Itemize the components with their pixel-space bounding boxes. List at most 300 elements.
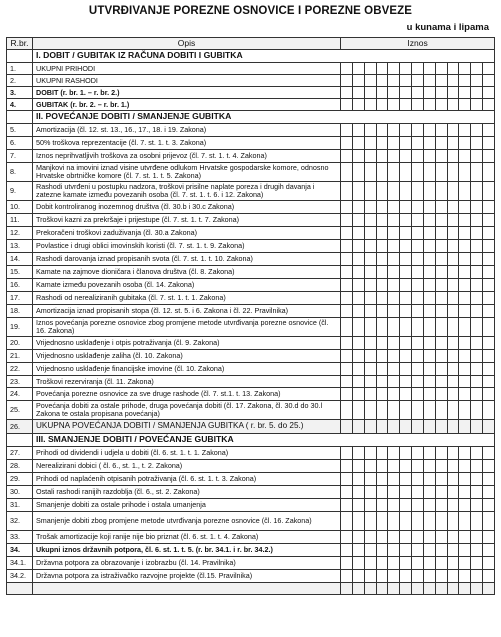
amount-digit-cell[interactable]: [447, 240, 459, 253]
amount-digit-cell[interactable]: [376, 420, 388, 434]
amount-digit-cell[interactable]: [388, 337, 400, 350]
amount-digit-cell[interactable]: [412, 499, 424, 512]
amount-digit-cell[interactable]: [388, 150, 400, 163]
amount-digit-cell[interactable]: [388, 460, 400, 473]
amount-digit-cell[interactable]: [352, 363, 364, 376]
amount-digit-cell[interactable]: [376, 318, 388, 337]
amount-digit-cell[interactable]: [364, 201, 376, 214]
amount-digit-cell[interactable]: [388, 531, 400, 544]
amount-digit-cell[interactable]: [388, 201, 400, 214]
amount-digit-cell[interactable]: [435, 337, 447, 350]
amount-digit-cell[interactable]: [352, 460, 364, 473]
amount-digit-cell[interactable]: [388, 473, 400, 486]
amount-digit-cell[interactable]: [412, 350, 424, 363]
amount-digit-cell[interactable]: [400, 401, 412, 420]
amount-digit-cell[interactable]: [352, 583, 364, 595]
amount-digit-cell[interactable]: [423, 350, 435, 363]
amount-digit-cell[interactable]: [435, 75, 447, 87]
amount-digit-cell[interactable]: [459, 201, 471, 214]
amount-digit-cell[interactable]: [412, 150, 424, 163]
amount-digit-cell[interactable]: [412, 544, 424, 557]
amount-digit-cell[interactable]: [483, 279, 495, 292]
amount-digit-cell[interactable]: [364, 214, 376, 227]
amount-digit-cell[interactable]: [459, 99, 471, 111]
amount-digit-cell[interactable]: [423, 544, 435, 557]
amount-digit-cell[interactable]: [471, 87, 483, 99]
amount-digit-cell[interactable]: [435, 583, 447, 595]
amount-digit-cell[interactable]: [483, 227, 495, 240]
amount-digit-cell[interactable]: [447, 163, 459, 182]
amount-digit-cell[interactable]: [447, 460, 459, 473]
amount-digit-cell[interactable]: [483, 124, 495, 137]
amount-digit-cell[interactable]: [483, 75, 495, 87]
amount-digit-cell[interactable]: [352, 63, 364, 75]
amount-digit-cell[interactable]: [459, 544, 471, 557]
amount-digit-cell[interactable]: [447, 150, 459, 163]
amount-digit-cell[interactable]: [341, 279, 353, 292]
amount-digit-cell[interactable]: [447, 486, 459, 499]
amount-digit-cell[interactable]: [364, 350, 376, 363]
amount-digit-cell[interactable]: [483, 214, 495, 227]
amount-digit-cell[interactable]: [352, 75, 364, 87]
amount-digit-cell[interactable]: [341, 460, 353, 473]
amount-digit-cell[interactable]: [364, 512, 376, 531]
amount-digit-cell[interactable]: [459, 388, 471, 401]
amount-digit-cell[interactable]: [341, 305, 353, 318]
amount-digit-cell[interactable]: [423, 227, 435, 240]
amount-digit-cell[interactable]: [376, 499, 388, 512]
amount-digit-cell[interactable]: [341, 544, 353, 557]
amount-digit-cell[interactable]: [423, 460, 435, 473]
amount-digit-cell[interactable]: [471, 473, 483, 486]
amount-digit-cell[interactable]: [483, 318, 495, 337]
amount-digit-cell[interactable]: [352, 376, 364, 388]
amount-digit-cell[interactable]: [471, 512, 483, 531]
amount-digit-cell[interactable]: [400, 531, 412, 544]
amount-digit-cell[interactable]: [471, 182, 483, 201]
amount-digit-cell[interactable]: [400, 460, 412, 473]
amount-digit-cell[interactable]: [423, 240, 435, 253]
amount-digit-cell[interactable]: [352, 182, 364, 201]
amount-digit-cell[interactable]: [447, 279, 459, 292]
amount-digit-cell[interactable]: [400, 99, 412, 111]
amount-digit-cell[interactable]: [459, 124, 471, 137]
amount-digit-cell[interactable]: [447, 266, 459, 279]
amount-digit-cell[interactable]: [423, 557, 435, 570]
amount-digit-cell[interactable]: [447, 363, 459, 376]
amount-digit-cell[interactable]: [459, 486, 471, 499]
amount-digit-cell[interactable]: [447, 499, 459, 512]
amount-digit-cell[interactable]: [435, 460, 447, 473]
amount-digit-cell[interactable]: [459, 253, 471, 266]
amount-digit-cell[interactable]: [435, 499, 447, 512]
amount-digit-cell[interactable]: [400, 124, 412, 137]
amount-digit-cell[interactable]: [459, 182, 471, 201]
amount-digit-cell[interactable]: [376, 163, 388, 182]
amount-digit-cell[interactable]: [447, 63, 459, 75]
amount-digit-cell[interactable]: [352, 150, 364, 163]
amount-digit-cell[interactable]: [364, 318, 376, 337]
amount-digit-cell[interactable]: [471, 531, 483, 544]
amount-digit-cell[interactable]: [341, 337, 353, 350]
amount-digit-cell[interactable]: [364, 163, 376, 182]
amount-digit-cell[interactable]: [483, 350, 495, 363]
amount-digit-cell[interactable]: [388, 279, 400, 292]
amount-digit-cell[interactable]: [364, 499, 376, 512]
amount-digit-cell[interactable]: [471, 63, 483, 75]
amount-digit-cell[interactable]: [471, 376, 483, 388]
amount-digit-cell[interactable]: [364, 292, 376, 305]
amount-digit-cell[interactable]: [341, 266, 353, 279]
amount-digit-cell[interactable]: [435, 388, 447, 401]
amount-digit-cell[interactable]: [388, 305, 400, 318]
amount-digit-cell[interactable]: [388, 99, 400, 111]
amount-digit-cell[interactable]: [423, 63, 435, 75]
amount-digit-cell[interactable]: [376, 473, 388, 486]
amount-digit-cell[interactable]: [412, 292, 424, 305]
amount-digit-cell[interactable]: [376, 240, 388, 253]
amount-digit-cell[interactable]: [435, 376, 447, 388]
amount-digit-cell[interactable]: [447, 201, 459, 214]
amount-digit-cell[interactable]: [352, 279, 364, 292]
amount-digit-cell[interactable]: [423, 499, 435, 512]
amount-digit-cell[interactable]: [412, 531, 424, 544]
amount-digit-cell[interactable]: [400, 266, 412, 279]
amount-digit-cell[interactable]: [435, 363, 447, 376]
amount-digit-cell[interactable]: [459, 512, 471, 531]
amount-digit-cell[interactable]: [376, 460, 388, 473]
amount-digit-cell[interactable]: [364, 182, 376, 201]
amount-digit-cell[interactable]: [412, 376, 424, 388]
amount-digit-cell[interactable]: [364, 486, 376, 499]
amount-digit-cell[interactable]: [400, 240, 412, 253]
amount-digit-cell[interactable]: [400, 214, 412, 227]
amount-digit-cell[interactable]: [341, 473, 353, 486]
amount-digit-cell[interactable]: [376, 182, 388, 201]
amount-digit-cell[interactable]: [423, 512, 435, 531]
amount-digit-cell[interactable]: [435, 531, 447, 544]
amount-digit-cell[interactable]: [459, 87, 471, 99]
amount-digit-cell[interactable]: [471, 201, 483, 214]
amount-digit-cell[interactable]: [364, 337, 376, 350]
amount-digit-cell[interactable]: [388, 420, 400, 434]
amount-digit-cell[interactable]: [483, 401, 495, 420]
amount-digit-cell[interactable]: [364, 531, 376, 544]
amount-digit-cell[interactable]: [423, 531, 435, 544]
amount-digit-cell[interactable]: [447, 318, 459, 337]
amount-digit-cell[interactable]: [364, 305, 376, 318]
amount-digit-cell[interactable]: [388, 214, 400, 227]
amount-digit-cell[interactable]: [352, 305, 364, 318]
amount-digit-cell[interactable]: [400, 447, 412, 460]
amount-digit-cell[interactable]: [376, 486, 388, 499]
amount-digit-cell[interactable]: [376, 376, 388, 388]
amount-digit-cell[interactable]: [352, 388, 364, 401]
amount-digit-cell[interactable]: [435, 473, 447, 486]
amount-digit-cell[interactable]: [364, 583, 376, 595]
amount-digit-cell[interactable]: [471, 318, 483, 337]
amount-digit-cell[interactable]: [341, 137, 353, 150]
amount-digit-cell[interactable]: [483, 63, 495, 75]
amount-digit-cell[interactable]: [447, 182, 459, 201]
amount-digit-cell[interactable]: [459, 137, 471, 150]
amount-digit-cell[interactable]: [388, 499, 400, 512]
amount-digit-cell[interactable]: [376, 99, 388, 111]
amount-digit-cell[interactable]: [459, 499, 471, 512]
amount-digit-cell[interactable]: [364, 150, 376, 163]
amount-digit-cell[interactable]: [459, 266, 471, 279]
amount-digit-cell[interactable]: [400, 583, 412, 595]
amount-digit-cell[interactable]: [483, 570, 495, 583]
amount-digit-cell[interactable]: [471, 486, 483, 499]
amount-digit-cell[interactable]: [471, 401, 483, 420]
amount-digit-cell[interactable]: [364, 279, 376, 292]
amount-digit-cell[interactable]: [400, 150, 412, 163]
amount-digit-cell[interactable]: [341, 570, 353, 583]
amount-digit-cell[interactable]: [447, 531, 459, 544]
amount-digit-cell[interactable]: [412, 87, 424, 99]
amount-digit-cell[interactable]: [435, 544, 447, 557]
amount-digit-cell[interactable]: [412, 512, 424, 531]
amount-digit-cell[interactable]: [483, 460, 495, 473]
amount-digit-cell[interactable]: [483, 557, 495, 570]
amount-digit-cell[interactable]: [483, 420, 495, 434]
amount-digit-cell[interactable]: [483, 99, 495, 111]
amount-digit-cell[interactable]: [341, 376, 353, 388]
amount-digit-cell[interactable]: [388, 486, 400, 499]
amount-digit-cell[interactable]: [400, 318, 412, 337]
amount-digit-cell[interactable]: [471, 279, 483, 292]
amount-digit-cell[interactable]: [435, 305, 447, 318]
amount-digit-cell[interactable]: [376, 201, 388, 214]
amount-digit-cell[interactable]: [364, 363, 376, 376]
amount-digit-cell[interactable]: [459, 447, 471, 460]
amount-digit-cell[interactable]: [459, 376, 471, 388]
amount-digit-cell[interactable]: [471, 544, 483, 557]
amount-digit-cell[interactable]: [400, 279, 412, 292]
amount-digit-cell[interactable]: [376, 363, 388, 376]
amount-digit-cell[interactable]: [364, 473, 376, 486]
amount-digit-cell[interactable]: [341, 75, 353, 87]
amount-digit-cell[interactable]: [483, 499, 495, 512]
amount-digit-cell[interactable]: [423, 305, 435, 318]
amount-digit-cell[interactable]: [471, 253, 483, 266]
amount-digit-cell[interactable]: [400, 63, 412, 75]
amount-digit-cell[interactable]: [483, 583, 495, 595]
amount-digit-cell[interactable]: [341, 124, 353, 137]
amount-digit-cell[interactable]: [423, 583, 435, 595]
amount-digit-cell[interactable]: [364, 420, 376, 434]
amount-digit-cell[interactable]: [447, 337, 459, 350]
amount-digit-cell[interactable]: [341, 420, 353, 434]
amount-digit-cell[interactable]: [364, 99, 376, 111]
amount-digit-cell[interactable]: [412, 253, 424, 266]
amount-digit-cell[interactable]: [376, 570, 388, 583]
amount-digit-cell[interactable]: [388, 376, 400, 388]
amount-digit-cell[interactable]: [364, 87, 376, 99]
amount-digit-cell[interactable]: [483, 447, 495, 460]
amount-digit-cell[interactable]: [400, 473, 412, 486]
amount-digit-cell[interactable]: [341, 531, 353, 544]
amount-digit-cell[interactable]: [400, 292, 412, 305]
amount-digit-cell[interactable]: [412, 137, 424, 150]
amount-digit-cell[interactable]: [388, 266, 400, 279]
amount-digit-cell[interactable]: [412, 486, 424, 499]
amount-digit-cell[interactable]: [435, 279, 447, 292]
amount-digit-cell[interactable]: [412, 583, 424, 595]
amount-digit-cell[interactable]: [388, 75, 400, 87]
amount-digit-cell[interactable]: [400, 486, 412, 499]
amount-digit-cell[interactable]: [459, 350, 471, 363]
amount-digit-cell[interactable]: [352, 499, 364, 512]
amount-digit-cell[interactable]: [471, 583, 483, 595]
amount-digit-cell[interactable]: [412, 266, 424, 279]
amount-digit-cell[interactable]: [364, 544, 376, 557]
amount-digit-cell[interactable]: [412, 240, 424, 253]
amount-digit-cell[interactable]: [412, 182, 424, 201]
amount-digit-cell[interactable]: [459, 583, 471, 595]
amount-digit-cell[interactable]: [388, 363, 400, 376]
amount-digit-cell[interactable]: [352, 137, 364, 150]
amount-digit-cell[interactable]: [435, 570, 447, 583]
amount-digit-cell[interactable]: [376, 253, 388, 266]
amount-digit-cell[interactable]: [376, 544, 388, 557]
amount-digit-cell[interactable]: [423, 401, 435, 420]
amount-digit-cell[interactable]: [388, 137, 400, 150]
amount-digit-cell[interactable]: [423, 182, 435, 201]
amount-digit-cell[interactable]: [352, 99, 364, 111]
amount-digit-cell[interactable]: [447, 124, 459, 137]
amount-digit-cell[interactable]: [341, 292, 353, 305]
amount-digit-cell[interactable]: [423, 292, 435, 305]
amount-digit-cell[interactable]: [459, 337, 471, 350]
amount-digit-cell[interactable]: [412, 460, 424, 473]
amount-digit-cell[interactable]: [471, 460, 483, 473]
amount-digit-cell[interactable]: [412, 337, 424, 350]
amount-digit-cell[interactable]: [388, 447, 400, 460]
amount-digit-cell[interactable]: [471, 363, 483, 376]
amount-digit-cell[interactable]: [400, 163, 412, 182]
amount-digit-cell[interactable]: [471, 447, 483, 460]
amount-digit-cell[interactable]: [364, 63, 376, 75]
amount-digit-cell[interactable]: [388, 240, 400, 253]
amount-digit-cell[interactable]: [459, 150, 471, 163]
amount-digit-cell[interactable]: [364, 447, 376, 460]
amount-digit-cell[interactable]: [352, 570, 364, 583]
amount-digit-cell[interactable]: [376, 227, 388, 240]
amount-digit-cell[interactable]: [423, 388, 435, 401]
amount-digit-cell[interactable]: [352, 486, 364, 499]
amount-digit-cell[interactable]: [400, 376, 412, 388]
amount-digit-cell[interactable]: [341, 214, 353, 227]
amount-digit-cell[interactable]: [400, 137, 412, 150]
amount-digit-cell[interactable]: [423, 124, 435, 137]
amount-digit-cell[interactable]: [483, 266, 495, 279]
amount-digit-cell[interactable]: [423, 137, 435, 150]
amount-digit-cell[interactable]: [471, 137, 483, 150]
amount-digit-cell[interactable]: [447, 292, 459, 305]
amount-digit-cell[interactable]: [412, 318, 424, 337]
amount-digit-cell[interactable]: [376, 350, 388, 363]
amount-digit-cell[interactable]: [471, 240, 483, 253]
amount-digit-cell[interactable]: [447, 473, 459, 486]
amount-digit-cell[interactable]: [352, 266, 364, 279]
amount-digit-cell[interactable]: [459, 227, 471, 240]
amount-digit-cell[interactable]: [364, 253, 376, 266]
amount-digit-cell[interactable]: [400, 350, 412, 363]
amount-digit-cell[interactable]: [435, 137, 447, 150]
amount-digit-cell[interactable]: [435, 201, 447, 214]
amount-digit-cell[interactable]: [376, 512, 388, 531]
amount-digit-cell[interactable]: [400, 182, 412, 201]
amount-digit-cell[interactable]: [364, 460, 376, 473]
amount-digit-cell[interactable]: [388, 253, 400, 266]
amount-digit-cell[interactable]: [352, 531, 364, 544]
amount-digit-cell[interactable]: [447, 350, 459, 363]
amount-digit-cell[interactable]: [471, 292, 483, 305]
amount-digit-cell[interactable]: [423, 473, 435, 486]
amount-digit-cell[interactable]: [435, 253, 447, 266]
amount-digit-cell[interactable]: [341, 227, 353, 240]
amount-digit-cell[interactable]: [400, 253, 412, 266]
amount-digit-cell[interactable]: [364, 557, 376, 570]
amount-digit-cell[interactable]: [459, 279, 471, 292]
amount-digit-cell[interactable]: [423, 376, 435, 388]
amount-digit-cell[interactable]: [388, 292, 400, 305]
amount-digit-cell[interactable]: [447, 388, 459, 401]
amount-digit-cell[interactable]: [364, 227, 376, 240]
amount-digit-cell[interactable]: [341, 499, 353, 512]
amount-digit-cell[interactable]: [388, 570, 400, 583]
amount-digit-cell[interactable]: [447, 227, 459, 240]
amount-digit-cell[interactable]: [483, 473, 495, 486]
amount-digit-cell[interactable]: [376, 214, 388, 227]
amount-digit-cell[interactable]: [400, 420, 412, 434]
amount-digit-cell[interactable]: [341, 182, 353, 201]
amount-digit-cell[interactable]: [471, 266, 483, 279]
amount-digit-cell[interactable]: [459, 401, 471, 420]
amount-digit-cell[interactable]: [423, 363, 435, 376]
amount-digit-cell[interactable]: [364, 401, 376, 420]
amount-digit-cell[interactable]: [435, 512, 447, 531]
amount-digit-cell[interactable]: [388, 401, 400, 420]
amount-digit-cell[interactable]: [388, 63, 400, 75]
amount-digit-cell[interactable]: [423, 253, 435, 266]
amount-digit-cell[interactable]: [412, 279, 424, 292]
amount-digit-cell[interactable]: [400, 87, 412, 99]
amount-digit-cell[interactable]: [376, 279, 388, 292]
amount-digit-cell[interactable]: [423, 447, 435, 460]
amount-digit-cell[interactable]: [388, 512, 400, 531]
amount-digit-cell[interactable]: [388, 182, 400, 201]
amount-digit-cell[interactable]: [412, 305, 424, 318]
amount-digit-cell[interactable]: [376, 150, 388, 163]
amount-digit-cell[interactable]: [459, 473, 471, 486]
amount-digit-cell[interactable]: [483, 292, 495, 305]
amount-digit-cell[interactable]: [435, 401, 447, 420]
amount-digit-cell[interactable]: [447, 401, 459, 420]
amount-digit-cell[interactable]: [471, 163, 483, 182]
amount-digit-cell[interactable]: [447, 583, 459, 595]
amount-digit-cell[interactable]: [388, 227, 400, 240]
amount-digit-cell[interactable]: [435, 266, 447, 279]
amount-digit-cell[interactable]: [435, 150, 447, 163]
amount-digit-cell[interactable]: [471, 499, 483, 512]
amount-digit-cell[interactable]: [341, 486, 353, 499]
amount-digit-cell[interactable]: [483, 137, 495, 150]
amount-digit-cell[interactable]: [459, 531, 471, 544]
amount-digit-cell[interactable]: [435, 350, 447, 363]
